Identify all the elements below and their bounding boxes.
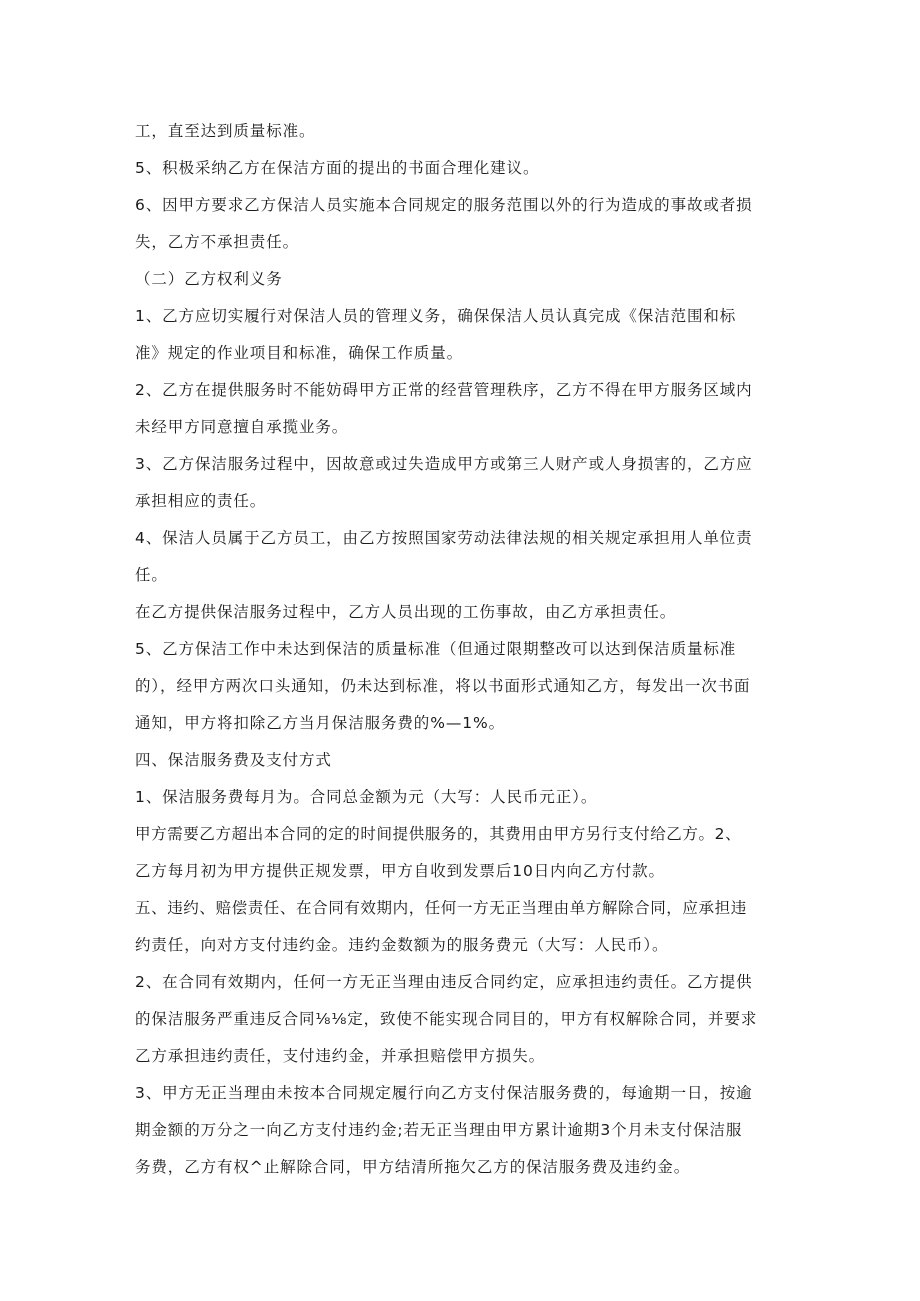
text-line: 失，乙方不承担责任。	[135, 233, 300, 251]
text-line: 任。	[135, 566, 168, 584]
section-heading: 四、保洁服务费及支付方式	[135, 751, 332, 769]
document-body	[135, 113, 795, 1186]
text-line: 约责任，向对方支付违约金。违约金数额为的服务费元（大写：人民币）。	[135, 936, 669, 954]
text-line: 务费，乙方有权^止解除合同，甲方结清所拖欠乙方的保洁服务费及违约金。	[135, 1158, 691, 1176]
text-line: 工，直至达到质量标准。	[135, 122, 316, 140]
text-line: 甲方需要乙方超出本合同的定的时间提供服务的，其费用由甲方另行支付给乙方。2、	[135, 825, 742, 843]
text-line: 1、保洁服务费每月为。合同总金额为元（大写：人民币元正）。	[135, 788, 598, 806]
text-line: 乙方承担违约责任，支付违约金，并承担赔偿甲方损失。	[135, 1047, 546, 1065]
text-line: 的保洁服务严重违反合同⅛⅛定，致使不能实现合同目的，甲方有权解除合同，并要求	[135, 1010, 758, 1028]
text-line: 乙方每月初为甲方提供正规发票，甲方自收到发票后10日内向乙方付款。	[135, 862, 665, 880]
text-line: 5、乙方保洁工作中未达到保洁的质量标准（但通过限期整改可以达到保洁质量标准	[135, 640, 737, 658]
text-line: 4、保洁人员属于乙方员工，由乙方按照国家劳动法律法规的相关规定承担用人单位责	[135, 529, 753, 547]
text-line: 准》规定的作业项目和标准，确保工作质量。	[135, 344, 464, 362]
text-line: 1、乙方应切实履行对保洁人员的管理义务，确保保洁人员认真完成《保洁范围和标	[135, 307, 737, 325]
text-line: 3、甲方无正当理由未按本合同规定履行向乙方支付保洁服务费的，每逾期一日，按逾	[135, 1084, 753, 1102]
text-line: 6、因甲方要求乙方保洁人员实施本合同规定的服务范围以外的行为造成的事故或者损	[135, 196, 753, 214]
text-line: 期金额的万分之一向乙方支付违约金;若无正当理由甲方累计逾期3个月未支付保洁服	[135, 1121, 743, 1139]
text-line: 2、乙方在提供服务时不能妨碍甲方正常的经营管理秩序，乙方不得在甲方服务区域内	[135, 381, 753, 399]
section-heading: 五、违约、赔偿责任、在合同有效期内，任何一方无正当理由单方解除合同，应承担违	[135, 899, 747, 917]
text-line: 未经甲方同意擅自承揽业务。	[135, 418, 349, 436]
text-line: 在乙方提供保洁服务过程中，乙方人员出现的工伤事故，由乙方承担责任。	[135, 603, 677, 621]
text-line: 的），经甲方两次口头通知，仍未达到标准，将以书面形式通知乙方，每发出一次书面	[135, 677, 751, 695]
text-line: 3、乙方保洁服务过程中，因故意或过失造成甲方或第三人财产或人身损害的，乙方应	[135, 455, 753, 473]
text-line: 通知，甲方将扣除乙方当月保洁服务费的%—1%。	[135, 714, 506, 732]
text-line: 5、积极采纳乙方在保洁方面的提出的书面合理化建议。	[135, 159, 540, 177]
section-heading: （二）乙方权利义务	[135, 270, 283, 288]
text-line: 承担相应的责任。	[135, 492, 267, 510]
text-line: 2、在合同有效期内，任何一方无正当理由违反合同约定，应承担违约责任。乙方提供	[135, 973, 753, 991]
